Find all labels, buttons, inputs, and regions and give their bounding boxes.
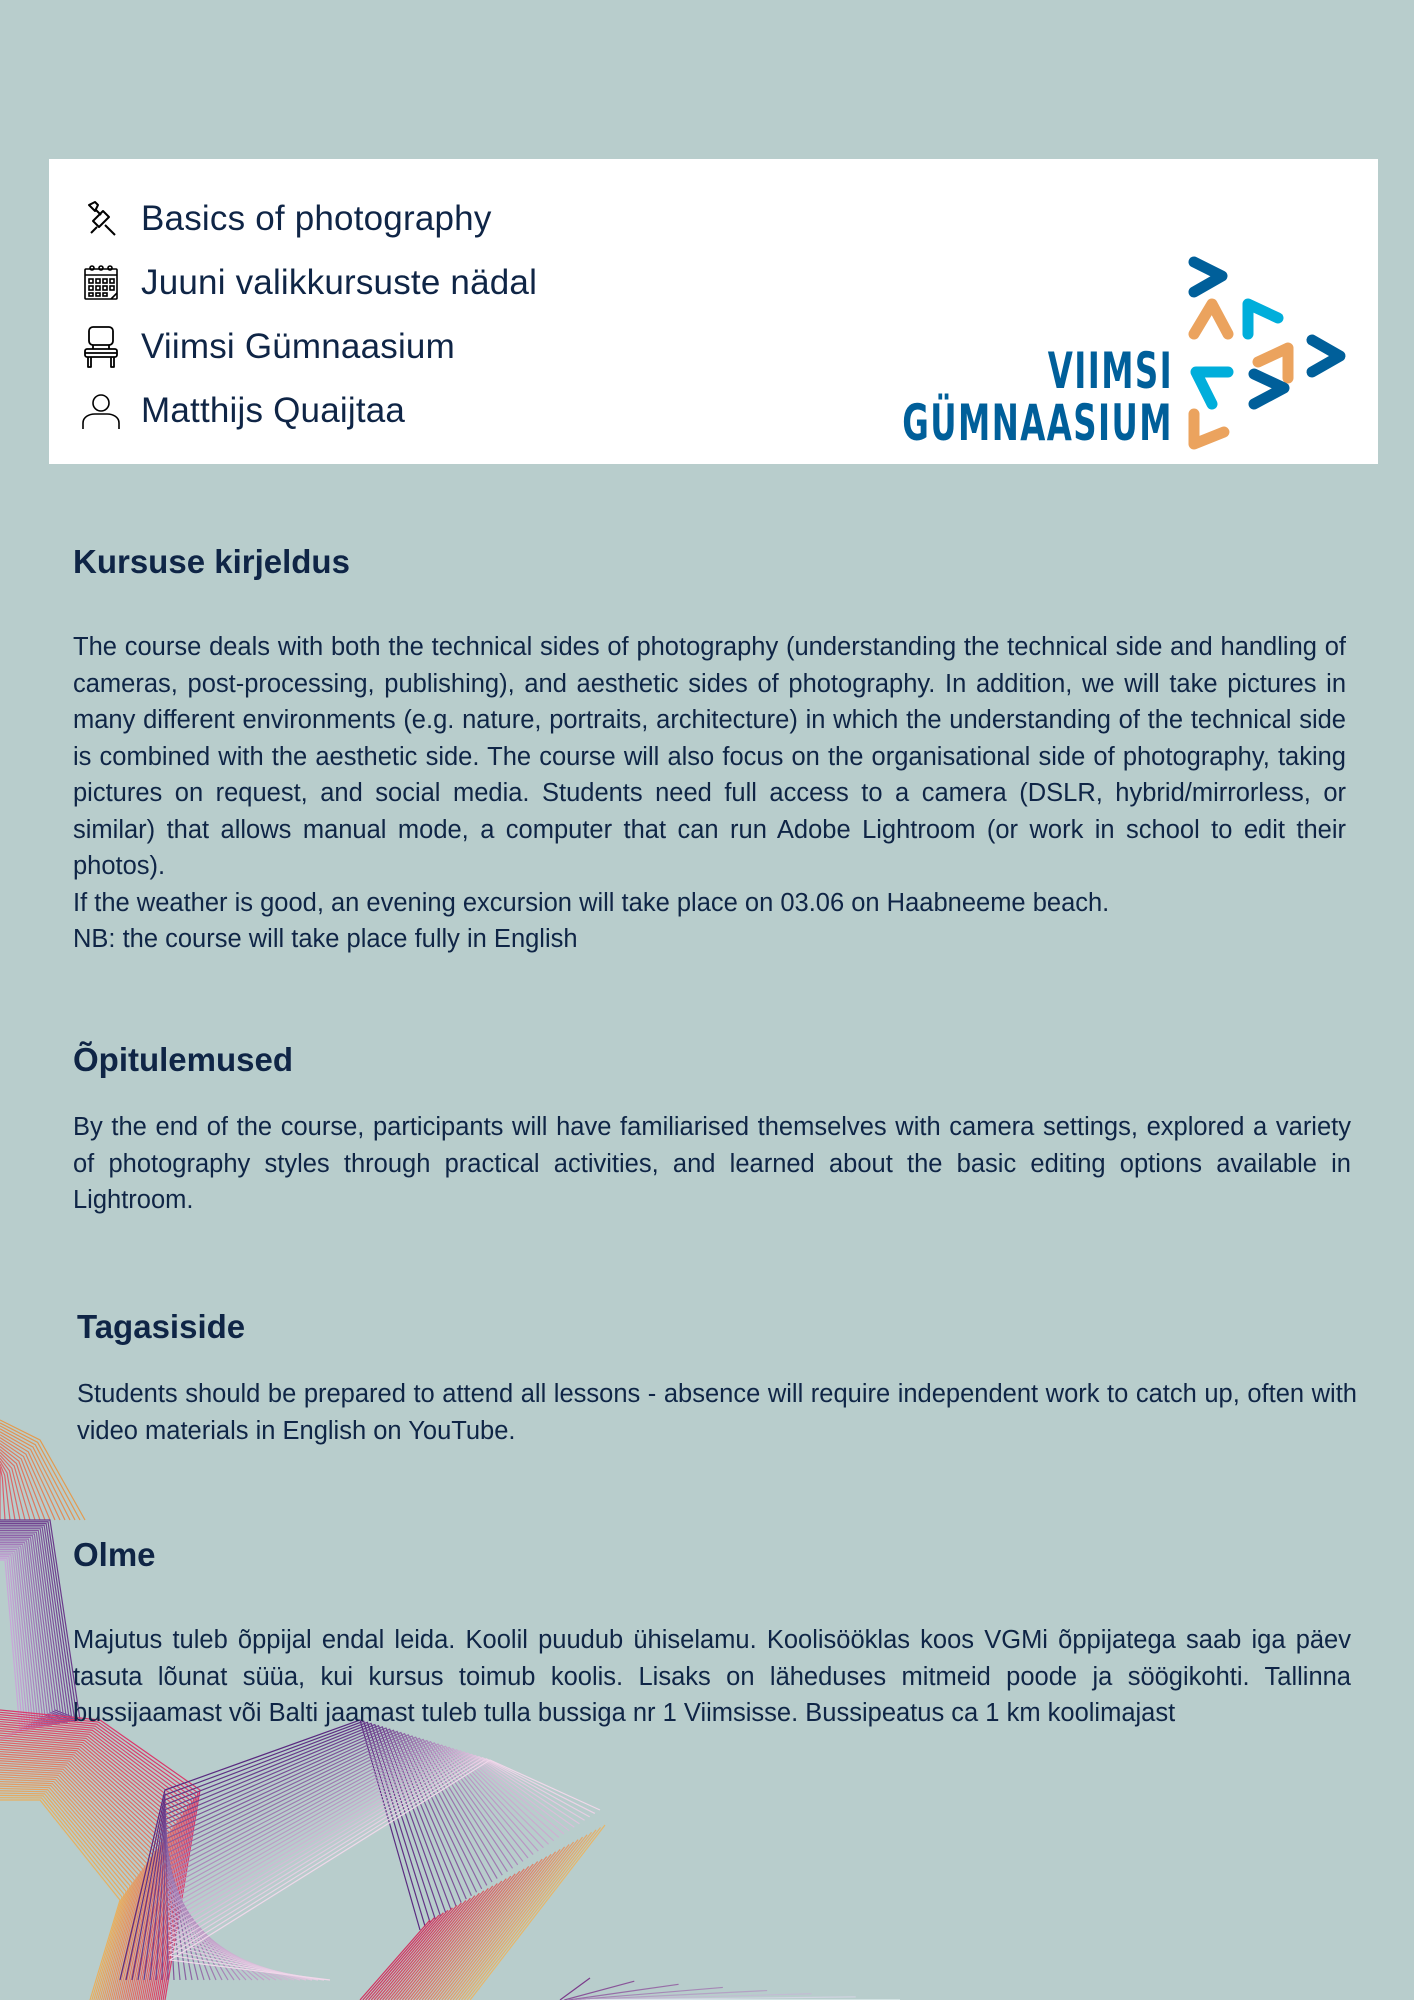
deco-line xyxy=(0,1555,28,1736)
deco-line xyxy=(169,1749,549,1980)
deco-line xyxy=(167,1733,477,1980)
section-learning-outcomes xyxy=(73,1041,1351,1219)
deco-line xyxy=(0,1455,25,1520)
deco-line xyxy=(459,1835,587,2000)
deco-line xyxy=(167,1737,497,1980)
deco-line xyxy=(169,1750,554,1980)
deco-line xyxy=(445,1847,565,2000)
deco-line xyxy=(0,1763,153,2000)
deco-line xyxy=(450,1842,573,2000)
deco-line xyxy=(169,1755,579,1980)
deco-line xyxy=(0,1523,75,1720)
deco-line xyxy=(411,1876,511,2000)
deco-line xyxy=(168,1747,543,1980)
teacher-name: Matthijs Quaijtaa xyxy=(141,391,406,430)
deco-line xyxy=(0,1551,33,1733)
deco-band-small xyxy=(560,1978,900,2000)
deco-line xyxy=(385,1898,470,2000)
section-title: Kursuse kirjeldus xyxy=(73,543,350,580)
deco-line xyxy=(0,1754,161,2000)
deco-line xyxy=(0,1715,196,2000)
deco-line xyxy=(169,1753,569,1980)
deco-line xyxy=(388,1896,475,2000)
deco-line xyxy=(0,1546,41,1729)
deco-line xyxy=(467,1827,600,2000)
deco-line xyxy=(0,1752,163,2000)
deco-line xyxy=(0,1728,184,2000)
deco-line xyxy=(168,1743,523,1980)
deco-line xyxy=(0,1712,198,2000)
deco-line xyxy=(0,1537,54,1724)
deco-line xyxy=(169,1754,574,1980)
deco-line xyxy=(0,1735,177,2000)
deco-line xyxy=(0,1527,70,1722)
deco-line xyxy=(425,1864,533,2000)
deco-line xyxy=(0,1435,60,1520)
deco-line xyxy=(0,1738,175,2000)
section-body: Majutus tuleb õppijal endal leida. Koolil puudub ühiselamu. Koolisööklas koos VGMi õppijatega saab iga päev tasuta lõunat süüa, kui kursus toimub koolis. Lisaks on läheduses mitmeid poode ja söögikohti. Tallinna bussijaamast või Balti jaamast tuleb tulla bussiga nr 1 Viimsisse. Bussipeatus ca 1 km koolimajast xyxy=(73,1626,1351,1727)
deco-line xyxy=(439,1852,556,2000)
deco-line xyxy=(371,1910,448,2000)
deco-line xyxy=(0,1452,30,1520)
excursion-note: If the weather is good, an evening excursion will take place on 03.06 on Haabneeme beach. xyxy=(73,888,1110,917)
deco-line xyxy=(0,1458,20,1520)
deco-line xyxy=(167,1734,482,1980)
deco-line xyxy=(419,1869,524,2000)
logo-chevrons-icon xyxy=(1188,254,1368,454)
deco-line xyxy=(166,1730,466,1980)
deco-line xyxy=(391,1893,479,2000)
deco-line xyxy=(0,1446,40,1520)
deco-line xyxy=(0,1449,35,1520)
deco-line xyxy=(0,1426,75,1520)
section-body: The course deals with both the technical sides of photography (understanding the technical side and handling of cameras, post-processing, publishing), and aesthetic sides of photography. In addition, we will take pictures in many different environments (e.g. nature, portraits, architecture) in which the understanding of the technical side is combined with the aesthetic side. The course will also focus on the organisational side of photography, taking pictures on request, and social media. Students need full access to a camera (DSLR, hybrid/mirrorless, or similar) that allows manual mode, a computer that can run Adobe Lightroom (or work in school to edit their photos). xyxy=(73,633,1346,880)
deco-line xyxy=(0,1520,80,1720)
deco-line xyxy=(368,1913,443,2000)
deco-line xyxy=(126,1721,425,1980)
section-title: Õpitulemused xyxy=(73,1041,294,1078)
deco-line xyxy=(0,1758,157,2000)
deco-line xyxy=(0,1772,145,2000)
deco-line xyxy=(170,1757,585,1980)
course-period-row xyxy=(81,251,537,315)
deco-line xyxy=(169,1752,564,1980)
deco-line xyxy=(462,1832,592,2000)
deco-line xyxy=(0,1788,130,2000)
deco-line xyxy=(168,1746,538,1980)
deco-line xyxy=(0,1550,36,1733)
deco-line xyxy=(414,1874,516,2000)
deco-line xyxy=(399,1886,492,2000)
deco-line xyxy=(0,1522,77,1721)
deco-line xyxy=(0,1745,169,2000)
deco-line xyxy=(366,1915,439,2000)
deco-line xyxy=(162,1728,456,1980)
deco-line xyxy=(577,1991,767,2000)
deco-line xyxy=(431,1859,543,2000)
person-icon xyxy=(81,391,121,431)
deco-line xyxy=(0,1786,132,2000)
section-living xyxy=(73,1536,1351,1732)
deco-line xyxy=(442,1849,560,2000)
section-title: Olme xyxy=(73,1536,156,1573)
deco-line xyxy=(0,1777,141,2000)
deco-line xyxy=(402,1883,497,2000)
deco-line xyxy=(433,1857,546,2000)
language-note: NB: the course will take place fully in English xyxy=(73,925,578,953)
deco-line xyxy=(360,1920,430,2000)
deco-line xyxy=(0,1438,55,1520)
deco-line xyxy=(0,1747,167,2000)
deco-line xyxy=(0,1717,194,2000)
deco-line xyxy=(416,1871,519,2000)
deco-line xyxy=(436,1854,551,2000)
deco-line xyxy=(167,1735,487,1980)
deco-line xyxy=(0,1420,85,1520)
deco-line xyxy=(150,1726,446,1980)
deco-line xyxy=(168,1745,533,1980)
deco-line xyxy=(0,1756,159,2000)
deco-line xyxy=(168,1744,528,1980)
deco-line xyxy=(0,1724,188,2000)
deco-band-purple xyxy=(0,1520,80,1740)
deco-line xyxy=(0,1464,10,1520)
deco-line xyxy=(170,1760,600,1980)
deco-line xyxy=(166,1731,471,1980)
deco-line xyxy=(0,1558,23,1738)
deco-line xyxy=(456,1837,583,2000)
deco-band-fan xyxy=(120,1720,600,1980)
deco-line xyxy=(167,1736,492,1980)
deco-line xyxy=(0,1749,165,2000)
deco-line xyxy=(0,1800,120,2000)
deco-line xyxy=(166,1729,461,1980)
deco-line xyxy=(428,1862,538,2000)
deco-line xyxy=(167,1738,502,1980)
deco-line xyxy=(394,1891,484,2000)
deco-line xyxy=(144,1725,441,1980)
deco-line xyxy=(464,1830,596,2000)
deco-line xyxy=(0,1740,173,2000)
section-course-description xyxy=(73,543,1346,958)
school-name: Viimsi Gümnaasium xyxy=(141,327,455,366)
deco-line xyxy=(169,1751,559,1980)
course-period: Juuni valikkursuste nädal xyxy=(141,263,538,302)
deco-line xyxy=(0,1441,50,1520)
deco-line xyxy=(0,1557,25,1738)
deco-line xyxy=(0,1795,124,2000)
deco-line xyxy=(0,1525,72,1721)
deco-line xyxy=(168,1742,518,1980)
deco-line xyxy=(170,1759,595,1980)
deco-line xyxy=(0,1710,200,2000)
deco-line xyxy=(0,1733,179,2000)
deco-line xyxy=(0,1536,57,1724)
deco-line xyxy=(168,1741,513,1980)
deco-line xyxy=(0,1553,30,1735)
section-body: Students should be prepared to attend all lessons - absence will require independent work to catch up, often with video materials in English on YouTube. xyxy=(77,1380,1357,1445)
deco-line xyxy=(0,1532,62,1723)
school-logo xyxy=(902,254,1378,452)
deco-line xyxy=(0,1798,122,2000)
deco-band-ribbon xyxy=(360,1825,605,2000)
deco-line xyxy=(0,1541,49,1726)
logo-line-1: VIIMSI xyxy=(1047,342,1173,400)
deco-line xyxy=(374,1908,452,2000)
deco-line xyxy=(0,1719,192,2000)
deco-line xyxy=(156,1727,451,1980)
section-body: By the end of the course, participants will have familiarised themselves with camera settings, explored a variety of photography styles through practical activities, and learned about the basic editing options available in Lightroom. xyxy=(73,1113,1351,1214)
deco-line xyxy=(405,1881,502,2000)
deco-line xyxy=(0,1770,147,2000)
deco-line xyxy=(377,1905,457,2000)
school-row xyxy=(81,315,537,379)
deco-line xyxy=(408,1879,506,2000)
deco-line xyxy=(0,1432,65,1520)
deco-line xyxy=(0,1793,126,2000)
deco-band-orange xyxy=(0,1420,85,1520)
deco-line xyxy=(0,1731,182,2000)
deco-line xyxy=(0,1534,59,1724)
deco-line xyxy=(0,1423,80,1520)
deco-line xyxy=(132,1722,430,1980)
deco-line xyxy=(170,1758,590,1980)
deco-line xyxy=(422,1866,529,2000)
deco-line xyxy=(383,1901,466,2000)
deco-line xyxy=(0,1544,43,1728)
deco-line xyxy=(0,1761,155,2000)
deco-line xyxy=(0,1768,149,2000)
deco-line xyxy=(363,1918,435,2000)
deco-line xyxy=(453,1840,578,2000)
deco-line xyxy=(380,1903,462,2000)
deco-line xyxy=(0,1529,67,1722)
deco-line xyxy=(0,1530,64,1722)
deco-line xyxy=(0,1467,5,1520)
deco-line xyxy=(0,1791,128,2000)
deco-line xyxy=(0,1444,45,1520)
deco-line xyxy=(0,1548,38,1731)
deco-line xyxy=(0,1722,190,2000)
logo-line-2: GÜMNAASIUM xyxy=(902,394,1173,452)
deco-line xyxy=(447,1844,569,2000)
deco-line xyxy=(581,1994,811,2000)
deco-line xyxy=(0,1429,70,1520)
course-info-list xyxy=(81,187,537,443)
pushpin-icon xyxy=(81,199,121,239)
deco-line xyxy=(120,1720,420,1980)
deco-line xyxy=(138,1723,435,1980)
deco-line xyxy=(0,1779,138,2000)
deco-line xyxy=(573,1987,723,2000)
deco-line xyxy=(560,1978,590,2000)
deco-line xyxy=(0,1742,171,2000)
deco-line xyxy=(470,1825,605,2000)
deco-line xyxy=(0,1461,15,1520)
deco-line xyxy=(167,1739,507,1980)
section-title: Tagasiside xyxy=(77,1308,246,1345)
course-name-row xyxy=(81,187,537,251)
deco-line xyxy=(0,1726,186,2000)
course-name: Basics of photography xyxy=(141,199,492,238)
deco-line xyxy=(397,1888,489,2000)
section-feedback xyxy=(77,1308,1357,1449)
deco-line xyxy=(564,1981,634,2000)
deco-line xyxy=(0,1775,143,2000)
deco-line xyxy=(569,1984,679,2000)
deco-line xyxy=(0,1765,151,2000)
teacher-row xyxy=(81,379,537,443)
calendar-icon xyxy=(81,263,121,303)
deco-line xyxy=(0,1543,46,1727)
deco-band-red xyxy=(0,1710,200,2000)
deco-line xyxy=(0,1539,51,1725)
chair-icon xyxy=(81,327,121,367)
deco-line xyxy=(0,1560,20,1740)
deco-line xyxy=(0,1782,136,2000)
deco-line xyxy=(0,1784,134,2000)
course-header-card xyxy=(49,159,1378,464)
